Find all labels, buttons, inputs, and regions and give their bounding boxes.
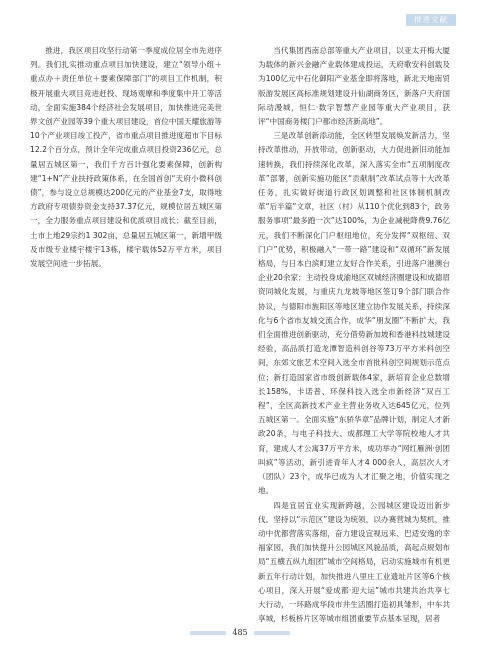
footer-decoration-right [254,631,290,635]
paragraph: 当代集团西南总部等重大产业项目，以亚太开梅大厦为载体的新兴金融产业载体建成投运，天府歌安科创载及为100亿元中石化御阳产业基金即将落地，新北天地南贸版游发展区高标准规划建设升仙湖商务区，新落户天府国际动漫城，恒仁·数字智慧产业园等重大产业项目，获评“中国商务楼门户都市经济新高地”。 [258,46,450,127]
left-text-column [30,44,222,614]
paragraph: 四是宜居宜业实现新跨越，公园城区建设迈出新步伐。坚持以“示范区”建设为统领，以办赛营城为契机，推动中优都营落实落细，奋力建设宜视远来、巴适安逸的幸福家园，我们加快提升公园城区风貌品质，高起点规划布局“五横五纵九组团”城市空间格局，启动实施城市有机更新五年行动计划，加快推进八里庄工业遗址片区等6个核心项目，深入开展“爱成都·迎大运”城市共建共治共享七大行动，一环路成华段市井生活圈打造初具雏形，中车共享城，杉板桥片区等城市组团重要节点基本呈现，居者 [258,500,450,624]
paragraph: 三是改革创新添动能，全区转型发展焕发新活力，坚持改革推动，开放带动，创新驱动，大力促进新旧动能加速转换，我们持续深化改革，深入落实全市“五项制度改革”部署，创新实施功能区“贡献制”改革试点等十大改革任务，扎实做好街道行政区划调整和社区体制机制改革“后半篇”文章，社区（村）从110个优化到83个，政务服务事项“最多跑一次”达100%，为企业减税降费9.76亿元，我们不断深化门户枢纽地位，充分发挥“双枢纽、双门户”优势，积极融入“一带一路”建设和“双循环”新发展格局，与日本白滨町建立友好合作关系，引进落户港澳台企业20余家；主动投身成渝地区双城经济圈建设和成德眉资同城化发展，与重庆九龙坡等地区签订9个部门联合作协议，与德阳市旌阳区等地区建立协作发展关系，持续深化与6个省市友城交流合作，成华“朋友圈”不断扩大，我们全面推进创新驱动，充分借势新加坡和香港科技城建设经验，高品质打造龙潭智造科创谷等73万平方米科创空间，东郊文旅艺术空间入选全市首批科创空间规划示范点位；新打造国家省市级创新载体4家，新培育企业总数增长158%，卡诺普、环保科技入选全市新经济“双百工程”，全区高新技术产业主营业务收入达645亿元，位列五城区第一。全面实施“东骄华章”品牌计划，制定人才新政20条，与电子科技大、成都理工大学等院校地人才共育，建成人才公寓37万平方米，成功举办“网红雁洲·创团叫疯”等活动，新引进青年人才4 000余人，高层次人才（团队）23个，成华已成为人才汇聚之地，价值实现之地。 [258,131,450,496]
page-footer [0,628,480,637]
paragraph: 推进，我区项目攻坚行动第一季度成位居全市先进序列。我们扎实推动重点项目加快建设，建立“领导小组＋重点办＋责任单位＋要素保障部门”的项目工作机制，积极开展重大项目竞进赶投、现场观摩和季度集中开工等活动，全面实施384个经济社会发展项目，加快推进完美世界文创产业园等39个重大项目建设，首位中国天耀旅游等10个产业项目竣工投产，省市重点项目推进度超市下目标12.2个百分点，预计全年完成重点项目投资236亿元，总量居五城区第一，我们千方百计强化要素保障，创新构建“1+N”产业扶持政策体系，在全国首创“天府小微科创债”，参与设立总规模达200亿元的产业基金7支，取得地方政府专项债券资金支持37.37亿元，规模位居五城区第一，全力服务重点项目建设和优质项目成长；截至目前，土市上地29宗约1 302亩，总量居五城区第一，新增甲级及市级专业楼宇楼宇13栋，楼宇载体52万平方米，项目发展空间进一步拓展。 [30,46,222,269]
section-header-tab: 推进文献 [406,14,456,26]
page-number: 485 [232,628,248,637]
right-text-column [258,44,450,624]
footer-decoration-left [190,631,226,635]
